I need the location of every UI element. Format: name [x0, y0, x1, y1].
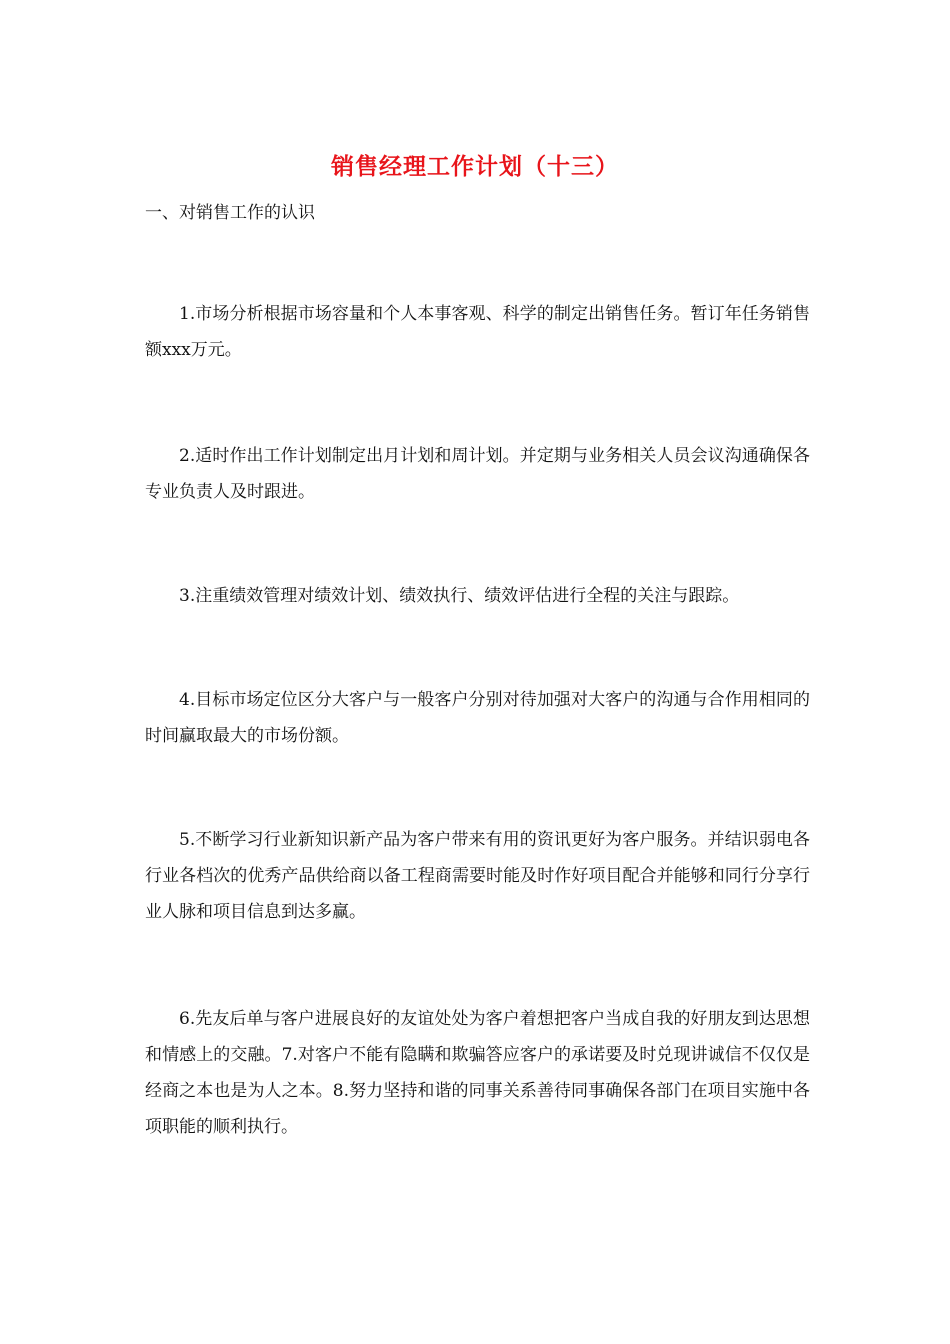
paragraph-3: 3.注重绩效管理对绩效计划、绩效执行、绩效评估进行全程的关注与跟踪。 — [179, 586, 740, 606]
paragraph-2: 2.适时作出工作计划制定出月计划和周计划。并定期与业务相关人员会议沟通确保各专业负责人及时跟进。 — [145, 446, 810, 502]
document-title: 销售经理工作计划（十三） — [331, 153, 619, 180]
paragraph-5: 5.不断学习行业新知识新产品为客户带来有用的资讯更好为客户服务。并结识弱电各行业各档次的优秀产品供给商以备工程商需要时能及时作好项目配合并能够和同行分享行业人脉和项目信息到达多赢。 — [145, 830, 810, 922]
paragraph-4: 4.目标市场定位区分大客户与一般客户分别对待加强对大客户的沟通与合作用相同的时间赢取最大的市场份额。 — [145, 690, 810, 746]
paragraph-1: 1.市场分析根据市场容量和个人本事客观、科学的制定出销售任务。暂订年任务销售额xxx万元。 — [145, 304, 810, 360]
section-heading: 一、对销售工作的认识 — [145, 203, 315, 223]
paragraph-6: 6.先友后单与客户进展良好的友谊处处为客户着想把客户当成自我的好朋友到达思想和情感上的交融。7.对客户不能有隐瞒和欺骗答应客户的承诺要及时兑现讲诚信不仅仅是经商之本也是为人之本。8.努力坚持和谐的同事关系善待同事确保各部门在项目实施中各项职能的顺利执行。 — [145, 1009, 810, 1137]
